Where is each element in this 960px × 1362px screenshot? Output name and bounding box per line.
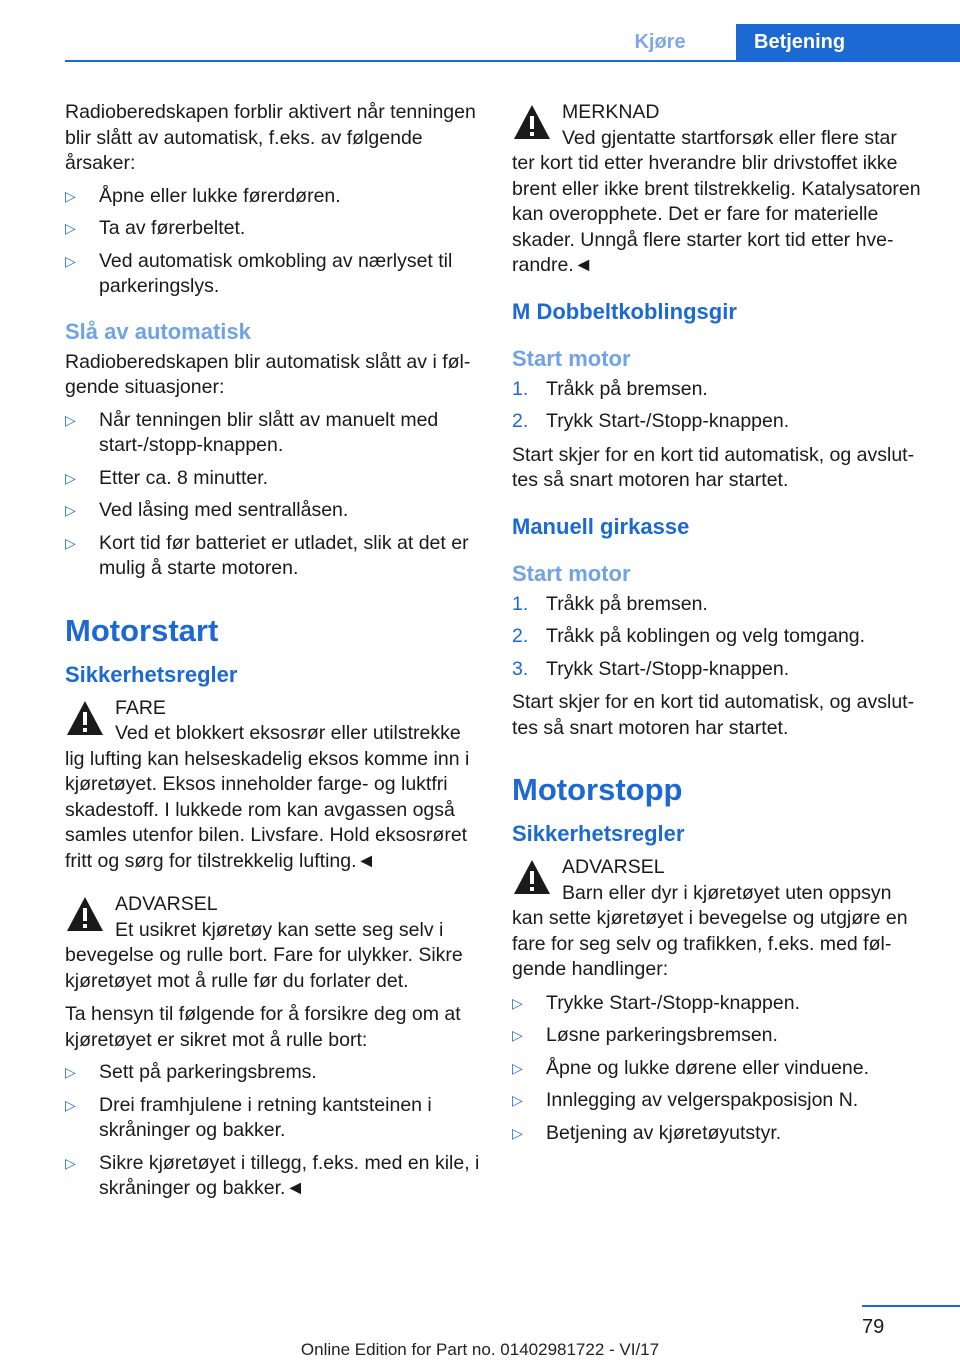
warning-advarsel	[512, 855, 930, 983]
list-item: ▷ Innlegging av velgerspakposisjon N.	[512, 1088, 930, 1114]
heading-sikkerhetsregler: Sikkerhetsregler	[65, 661, 238, 687]
list-item: ▷ Løsne parkeringsbremsen.	[512, 1023, 930, 1049]
step-item: 2. Tråkk på koblingen og velg tomgang.	[512, 625, 866, 647]
list-item: ▷ Betjening av kjøretøyutstyr.	[512, 1121, 930, 1147]
heading-m-dobbeltkoblingsgir: M Dobbeltkoblingsgir	[512, 298, 737, 324]
warning-text: lig lufting kan helseskadelig eksos komme inn i kjøretøyet. Eksos inneholder farge- og luktfri skadestoff. I lukkede rom kan avgassen også samles utenfor bilen. Livsfare. Hold eksosrøret fritt og sørg for tilstrekkelig lufting.◄	[65, 747, 470, 872]
warning-first-line: Barn eller dyr i kjøretøyet uten oppsyn	[562, 881, 892, 904]
list-radio-active	[65, 184, 480, 300]
list-item: ▷ Sikre kjøretøyet i tillegg, f.eks. med en kile, i skråninger og bakker.◄	[65, 1151, 480, 1199]
footer-edition: Online Edition for Part no. 01402981722 - VI/17	[300, 1340, 660, 1359]
right-column	[512, 100, 930, 1154]
warning-first-line: Et usikret kjøretøy kan sette seg selv i	[115, 918, 444, 941]
triangle-bullet-icon: ▷	[65, 1064, 76, 1080]
triangle-bullet-icon: ▷	[65, 187, 76, 204]
steps-manual	[512, 592, 930, 683]
heading-sla-av: Slå av automatisk	[65, 318, 251, 344]
triangle-bullet-icon: ▷	[65, 1154, 76, 1171]
list-item: ▷ Ta av førerbeltet.	[65, 216, 480, 242]
heading-motorstopp: Motorstopp	[512, 772, 683, 807]
step-item: 1. Tråkk på bremsen.	[512, 377, 708, 400]
list-radio-off	[65, 408, 480, 582]
start-text: Start skjer for en kort tid automatisk, og avsluttes så snart motoren har startet.	[512, 691, 915, 739]
warning-text: ter kort tid etter hverandre blir drivstoffet ikke brent eller ikke brent tilstrekkelig. Katalysatoren kan overopphete. Det er fare for materielle skader. Unngå flere starter kort tid etter hverandre.◄	[512, 152, 921, 276]
warning-text: kan sette kjøretøyet i bevegelse og utgjøre en fare for seg selv og trafikken, f.eks. med følgende handlinger:	[512, 907, 908, 980]
warning-merknad	[512, 100, 930, 279]
warning-label: ADVARSEL	[562, 856, 665, 878]
tab-betjening[interactable]: Betjening	[736, 24, 960, 60]
triangle-bullet-icon: ▷	[65, 252, 76, 269]
list-item: ▷ Kort tid før batteriet er utladet, slik at det er mulig å starte motoren.	[65, 531, 469, 579]
triangle-bullet-icon: ▷	[512, 1059, 523, 1076]
warning-triangle-icon	[65, 894, 105, 934]
warning-label: MERKNAD	[562, 101, 660, 123]
list-secure-vehicle	[65, 1060, 480, 1202]
warning-label: FARE	[115, 696, 166, 719]
list-item: ▷ Når tenningen blir slått av manuelt med start-/stopp-knappen.	[65, 408, 439, 456]
steps-dkg	[512, 377, 930, 435]
warning-first-line: Ved et blokkert eksosrør eller utilstrekke	[115, 722, 461, 744]
list-unattended-actions	[512, 991, 930, 1147]
triangle-bullet-icon: ▷	[65, 502, 76, 518]
heading-start-motor: Start motor	[512, 560, 631, 586]
list-item: ▷ Åpne og lukke dørene eller vinduene.	[512, 1056, 930, 1082]
warning-triangle-icon	[512, 857, 552, 897]
triangle-bullet-icon: ▷	[512, 1124, 523, 1141]
step-item: 1. Tråkk på bremsen.	[512, 592, 708, 615]
triangle-bullet-icon: ▷	[512, 1092, 523, 1108]
triangle-bullet-icon: ▷	[65, 1096, 76, 1113]
intro-text: Radioberedskapen forblir aktivert når tenningen blir slått av automatisk, f.eks. av følgende årsaker:	[65, 101, 476, 174]
left-column	[65, 100, 480, 1210]
warning-advarsel	[65, 892, 480, 994]
warning-triangle-icon	[65, 698, 105, 738]
heading-start-motor: Start motor	[512, 345, 631, 371]
tab-kjore[interactable]: Kjøre	[634, 31, 686, 53]
warning-triangle-icon	[512, 102, 552, 142]
list-item: ▷ Åpne eller lukke førerdøren.	[65, 184, 480, 210]
triangle-bullet-icon: ▷	[65, 411, 76, 428]
triangle-bullet-icon: ▷	[512, 1027, 523, 1043]
warning-first-line: Ved gjentatte startforsøk eller flere star	[562, 126, 897, 149]
step-item: 3. Trykk Start-/Stopp-knappen.	[512, 657, 790, 680]
page-header	[0, 0, 960, 62]
triangle-bullet-icon: ▷	[65, 220, 76, 236]
header-rule	[65, 60, 960, 62]
list-item: ▷ Ved automatisk omkobling av nærlyset til parkeringslys.	[65, 249, 453, 297]
start-text: Start skjer for en kort tid automatisk, og avsluttes så snart motoren har startet.	[512, 443, 915, 491]
triangle-bullet-icon: ▷	[65, 534, 76, 551]
hensyn-text: Ta hensyn til følgende for å forsikre deg om at kjøretøyet er sikret mot å rulle bort:	[65, 1003, 461, 1051]
list-item: ▷ Etter ca. 8 minutter.	[65, 466, 480, 492]
step-item: 2. Trykk Start-/Stopp-knappen.	[512, 410, 790, 432]
page-number: 79	[862, 1316, 885, 1338]
warning-label: ADVARSEL	[115, 893, 218, 915]
triangle-bullet-icon: ▷	[65, 469, 76, 486]
list-item: ▷ Trykke Start-/Stopp-knappen.	[512, 991, 930, 1017]
list-item: ▷ Drei framhjulene i retning kantsteinen i skråninger og bakker.	[65, 1093, 432, 1141]
heading-motorstart: Motorstart	[65, 612, 219, 648]
footer-rule	[862, 1305, 960, 1307]
warning-fare	[65, 696, 480, 875]
heading-sikkerhetsregler: Sikkerhetsregler	[512, 821, 685, 846]
triangle-bullet-icon: ▷	[512, 994, 523, 1011]
list-item: ▷ Sett på parkeringsbrems.	[65, 1060, 480, 1086]
warning-text: bevegelse og rulle bort. Fare for ulykker. Sikre kjøretøyet mot å rulle før du forlater det.	[65, 944, 463, 992]
list-item: ▷ Ved låsing med sentrallåsen.	[65, 498, 480, 524]
sla-av-text: Radioberedskapen blir automatisk slått av i følgende situasjoner:	[65, 350, 471, 398]
heading-manuell-girkasse: Manuell girkasse	[512, 513, 690, 539]
